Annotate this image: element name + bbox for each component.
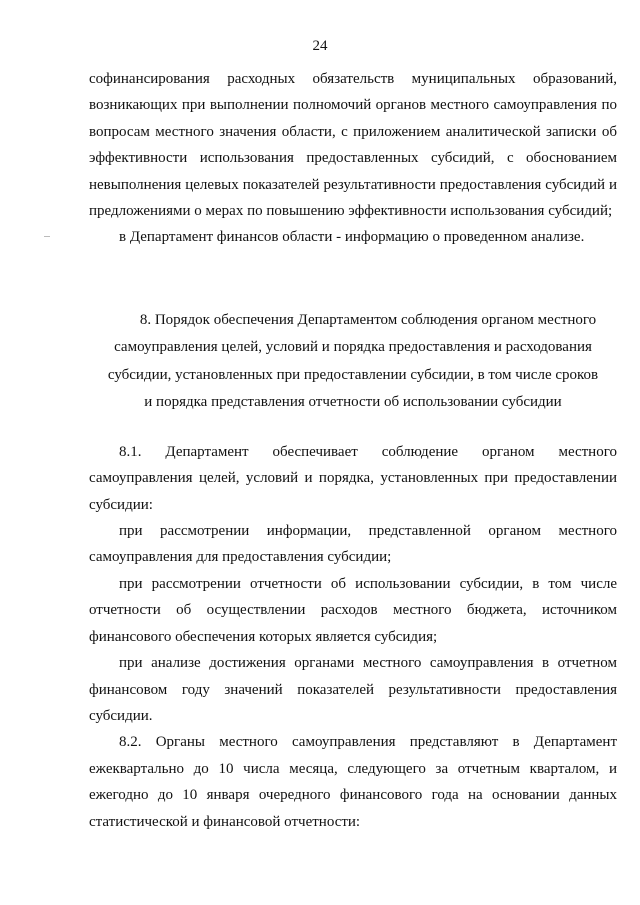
- paragraph-continuation: софинансирования расходных обязательств муниципальных образований, возникающих при выполнении полномочий органов местного самоуправления по вопросам местного значения области, с приложением аналитической записки об эффективности использования предоставленных субсидий, с обоснованием невыполнения целевых показателей результативности предоставления субсидий и предложениями о мерах по повышению эффективности использования субсидий;: [89, 71, 617, 220]
- paragraph-info-review: при рассмотрении информации, представленной органом местного самоуправления для предоставления субсидии;: [89, 523, 617, 566]
- document-body: [89, 66, 617, 835]
- paragraph-report-review: при рассмотрении отчетности об использовании субсидии, в том числе отчетности об осуществлении расходов местного бюджета, источником финансового обеспечения которых является субсидия;: [89, 575, 617, 645]
- paragraph-8-1: 8.1. Департамент обеспечивает соблюдение органом местного самоуправления целей, условий и порядка, установленных при предоставлении субсидии:: [89, 443, 617, 513]
- paragraph-indicators-analysis: при анализе достижения органами местного самоуправления в отчетном финансовом году значений показателей результативности предоставления субсидии.: [89, 655, 617, 724]
- page-number: 24: [312, 38, 328, 54]
- paragraph-8-2: 8.2. Органы местного самоуправления представляют в Департамент ежеквартально до 10 числа месяца, следующего за отчетным кварталом, и ежегодно до 10 января очередного финансового года на основании данных статистической и финансовой отчетности:: [89, 734, 617, 830]
- section-heading-8: 8. Порядок обеспечения Департаментом соблюдения органом местного самоуправления целей, условий и порядка предоставления и расходования субсидии, установленных при предоставлении субсидии, в том числе сроков и порядка представления отчетности об использовании субсидии: [107, 311, 599, 411]
- margin-mark: [44, 236, 50, 237]
- paragraph-finance-department: в Департамент финансов области - информацию о проведенном анализе.: [119, 229, 585, 246]
